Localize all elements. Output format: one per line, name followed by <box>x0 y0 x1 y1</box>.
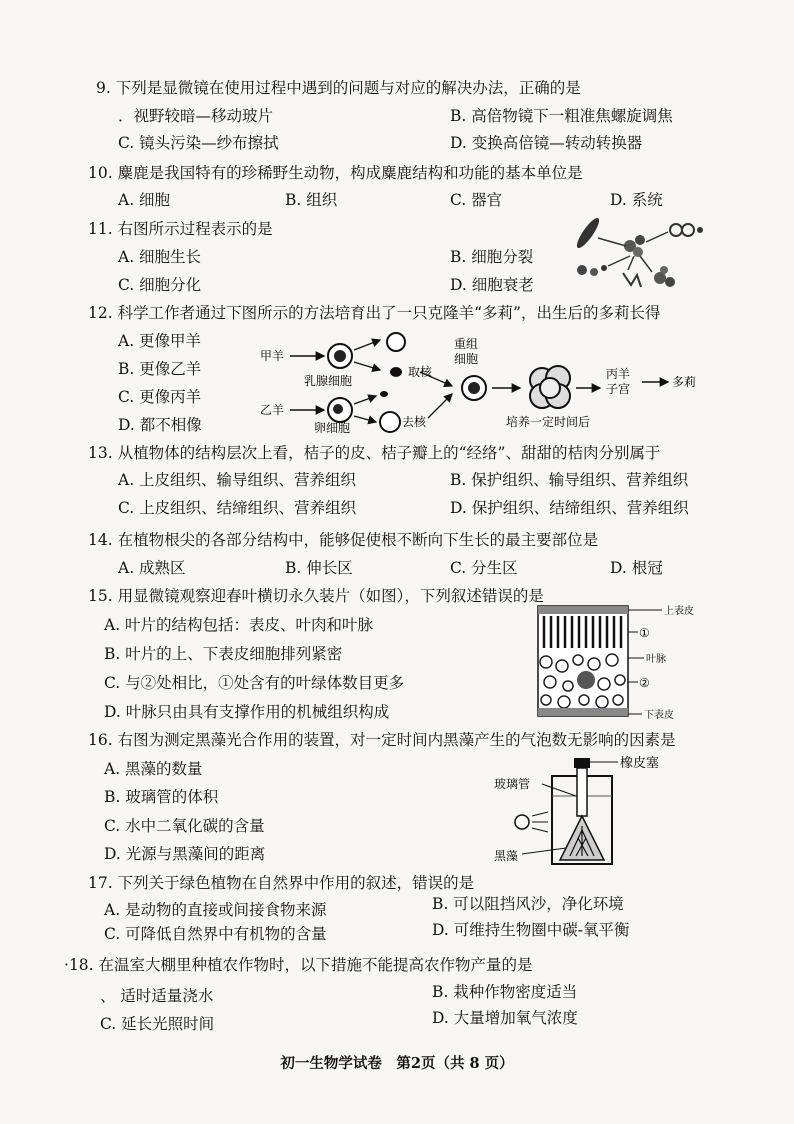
option-c: C. 分生区 <box>450 559 518 577</box>
question-number: 17. <box>88 874 113 892</box>
label-stopper: 橡皮塞 <box>620 756 660 771</box>
question-number: 10. <box>88 164 113 182</box>
label-chongzu1: 重组 <box>454 337 479 351</box>
question-text: 下列关于绿色植物在自然界中作用的叙述，错误的是 <box>117 874 475 892</box>
question-15 <box>88 586 544 606</box>
option-c: C. 镜头污染—纱布擦拭 <box>118 134 279 152</box>
option-c: C. 与②处相比，①处含有的叶绿体数目更多 <box>104 674 405 692</box>
label-chongzu2: 细胞 <box>454 352 479 366</box>
question-text: 在温室大棚里种植农作物时，以下措施不能提高农作物产量的是 <box>98 956 533 974</box>
question-text: 右图为测定黑藻光合作用的装置，对一定时间内黑藻产生的气泡数无影响的因素是 <box>117 731 676 749</box>
option-b: B. 细胞分裂 <box>450 248 534 266</box>
lamp-icon <box>515 815 529 829</box>
question-number: 14. <box>88 531 113 549</box>
label-quhe2: 去核 <box>402 415 427 429</box>
option-a: A. 成熟区 <box>118 559 186 577</box>
label-peiyang: 培养一定时间后 <box>506 415 591 429</box>
option-c: C. 延长光照时间 <box>100 1015 215 1033</box>
label-bing1: 丙羊 <box>606 367 631 381</box>
label-duoli: 多莉 <box>672 375 697 389</box>
option-a: 、 适时适量浇水 <box>100 987 214 1005</box>
option-d: D. 保护组织、结缔组织、营养组织 <box>450 499 689 517</box>
option-c: C. 细胞分化 <box>118 276 202 294</box>
question-text: 在植物根尖的各部分结构中，能够促使根不断向下生长的最主要部位是 <box>117 531 599 549</box>
option-d: D. 大量增加氧气浓度 <box>432 1009 578 1027</box>
label-vein: 叶脉 <box>646 654 666 665</box>
question-number: 12. <box>88 304 113 322</box>
question-number: 9. <box>96 79 111 97</box>
label-jia: 甲羊 <box>260 349 285 363</box>
option-c: C. 上皮组织、结缔组织、营养组织 <box>118 499 357 517</box>
option-b: B. 玻璃管的体积 <box>104 788 219 806</box>
question-number: 11. <box>88 220 113 238</box>
option-a: A. 细胞生长 <box>118 248 202 266</box>
label-plant: 黑藻 <box>494 849 519 863</box>
embryo-icon <box>530 366 570 408</box>
option-b: B. 保护组织、输导组织、营养组织 <box>450 471 689 489</box>
question-text: 科学工作者通过下图所示的方法培育出了一只克隆羊“多莉”，出生后的多莉长得 <box>117 304 661 322</box>
option-a: A. 上皮组织、输导组织、营养组织 <box>118 471 357 489</box>
photosynthesis-apparatus-figure <box>490 752 690 870</box>
option-c: C. 可降低自然界中有机物的含量 <box>104 925 327 943</box>
option-b: B. 伸长区 <box>285 559 353 577</box>
option-c: C. 更像丙羊 <box>118 388 202 406</box>
question-17 <box>88 873 474 893</box>
question-9 <box>96 78 581 98</box>
question-number: 15. <box>88 587 113 605</box>
label-bing2: 子宫 <box>606 382 631 396</box>
label-tube: 玻璃管 <box>494 777 531 791</box>
option-b: B. 栽种作物密度适当 <box>432 983 578 1001</box>
label-upper-epidermis: 上表皮 <box>664 606 694 617</box>
option-a: A. 细胞 <box>118 191 171 209</box>
neuron-icon <box>623 273 641 287</box>
question-18: ·18. 在温室大棚里种植农作物时，以下措施不能提高农作物产量的是 <box>64 956 533 974</box>
option-b: B. 叶片的上、下表皮细胞排列紧密 <box>104 645 343 663</box>
option-a: A. 叶片的结构包括：表皮、叶肉和叶脉 <box>104 616 374 634</box>
leaf-cross-section-figure <box>534 602 704 722</box>
question-number: 13. <box>88 444 113 462</box>
glass-tube-icon <box>577 768 587 816</box>
option-b: B. 高倍物镜下一粗准焦螺旋调焦 <box>450 107 673 125</box>
label-quhe: 取核 <box>408 365 433 379</box>
vein-icon <box>577 671 595 689</box>
option-d: D. 根冠 <box>610 559 663 577</box>
muscle-cell-icon <box>574 215 603 250</box>
question-number: 18. <box>68 956 94 974</box>
label-luanxi: 卵细胞 <box>314 421 351 435</box>
question-10 <box>88 163 583 183</box>
option-b: B. 更像乙羊 <box>118 360 202 378</box>
label-yi: 乙羊 <box>260 403 285 417</box>
label-two: ② <box>639 676 650 690</box>
cell-differentiation-figure <box>568 208 704 292</box>
question-14 <box>88 530 598 550</box>
option-b: B. 组织 <box>285 191 338 209</box>
option-a: A. 更像甲羊 <box>118 332 202 350</box>
option-d: D. 都不相像 <box>118 416 202 434</box>
option-d: D. 叶脉只由具有支撑作用的机械组织构成 <box>104 703 390 721</box>
option-a: ．视野较暗—移动玻片 <box>118 107 274 125</box>
rubber-stopper-icon <box>574 758 590 768</box>
option-c: C. 器官 <box>450 191 503 209</box>
option-a: A. 黑藻的数量 <box>104 760 203 778</box>
option-d: D. 可维持生物圈中碳-氧平衡 <box>432 921 630 939</box>
option-d: D. 细胞衰老 <box>450 276 534 294</box>
option-a: A. 是动物的直接或间接食物来源 <box>104 901 327 919</box>
question-11 <box>88 219 273 239</box>
cloning-diagram <box>252 330 712 435</box>
question-16 <box>88 730 676 750</box>
question-text: 右图所示过程表示的是 <box>117 220 273 238</box>
label-ruxian: 乳腺细胞 <box>304 374 353 388</box>
option-b: B. 可以阻挡风沙，净化环境 <box>432 895 624 913</box>
question-text: 从植物体的结构层次上看，桔子的皮、桔子瓣上的“经络”、甜甜的桔肉分别属于 <box>117 444 661 462</box>
label-one: ① <box>639 626 650 640</box>
question-text: 麋鹿是我国特有的珍稀野生动物，构成麋鹿结构和功能的基本单位是 <box>117 164 583 182</box>
question-text: 用显微镜观察迎春叶横切永久装片（如图），下列叙述错误的是 <box>117 587 544 605</box>
question-13 <box>88 443 660 463</box>
option-d: D. 光源与黑藻间的距离 <box>104 845 266 863</box>
question-text: 下列是显微镜在使用过程中遇到的问题与对应的解决办法，正确的是 <box>115 79 581 97</box>
option-c: C. 水中二氧化碳的含量 <box>104 817 265 835</box>
option-d: D. 系统 <box>610 191 663 209</box>
option-d: D. 变换高倍镜—转动转换器 <box>450 134 643 152</box>
label-lower-epidermis: 下表皮 <box>644 710 674 721</box>
page-footer: 初一生物学试卷 第2页（共 8 页） <box>280 1055 514 1072</box>
question-number: 16. <box>88 731 113 749</box>
question-12 <box>88 303 660 323</box>
